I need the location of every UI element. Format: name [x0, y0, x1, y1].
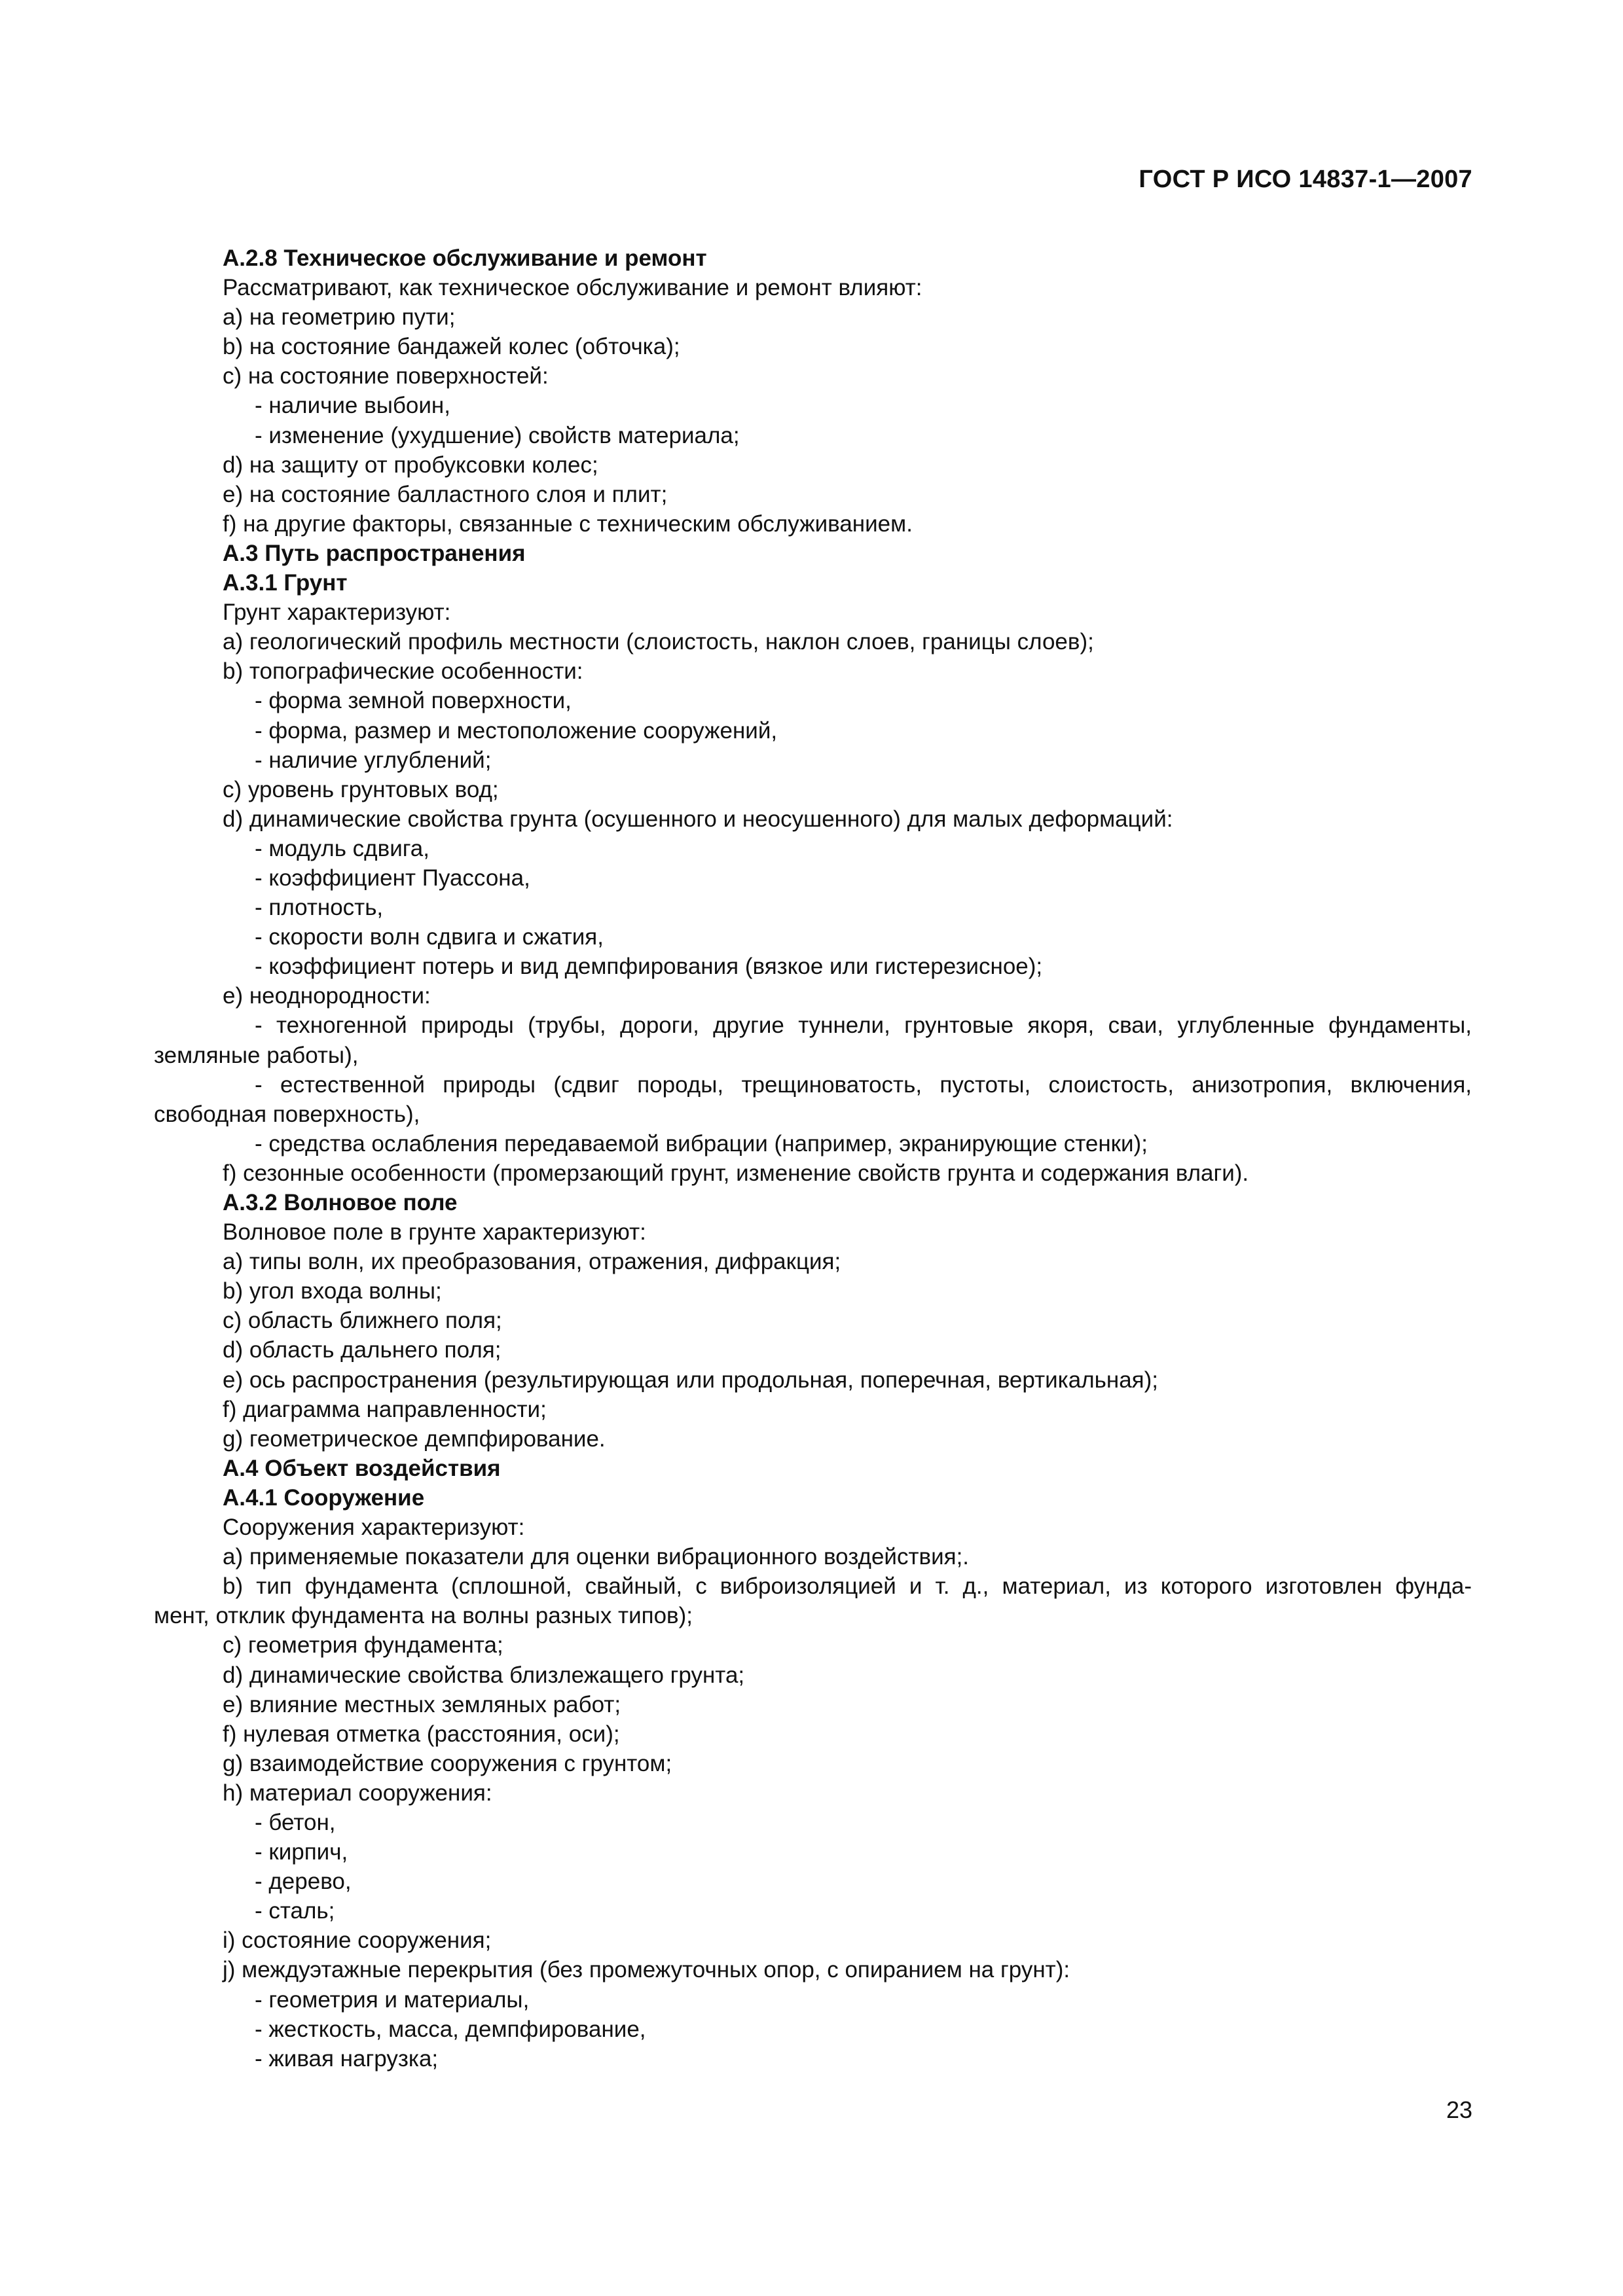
sub-list-item: - живая нагрузка; [255, 2045, 439, 2072]
sub-list-item: - геометрия и материалы, [255, 1986, 530, 2013]
list-item: b) угол входа волны; [223, 1278, 442, 1304]
continuation-line: свободная поверхность), [154, 1101, 420, 1127]
paragraph-line: Волновое поле в грунте характеризуют: [223, 1219, 646, 1246]
list-item: a) типы волн, их преобразования, отражения, дифракция; [223, 1249, 841, 1275]
sub-list-item: - дерево, [255, 1869, 352, 1895]
list-item: b) топографические особенности: [223, 658, 583, 685]
list-item: f) диаграмма направленности; [223, 1396, 547, 1422]
paragraph-line: Рассматривают, как техническое обслуживание и ремонт влияют: [223, 275, 922, 301]
section-heading: А.3.2 Волновое поле [223, 1190, 458, 1215]
sub-list-item: - наличие выбоин, [255, 393, 450, 419]
section-heading: А.2.8 Техническое обслуживание и ремонт [223, 245, 707, 271]
list-item: b) тип фундамента (сплошной, свайный, с виброизоляцией и т. д., материал, из которого изготовлен фунда- [223, 1573, 1472, 1600]
list-item: f) сезонные особенности (промерзающий грунт, изменение свойств грунта и содержания влаги). [223, 1160, 1249, 1186]
sub-list-item: - форма, размер и местоположение сооружений, [255, 717, 778, 744]
list-item: a) применяемые показатели для оценки вибрационного воздействия;. [223, 1544, 970, 1570]
list-item: d) область дальнего поля; [223, 1337, 501, 1363]
list-item: e) на состояние балластного слоя и плит; [223, 481, 668, 507]
list-item: e) неоднородности: [223, 983, 431, 1009]
sub-list-item: - плотность, [255, 895, 384, 921]
sub-list-item: - скорости волн сдвига и сжатия, [255, 924, 604, 950]
list-item: i) состояние сооружения; [223, 1928, 492, 1954]
paragraph-line: Сооружения характеризуют: [223, 1515, 525, 1541]
sub-list-item: - форма земной поверхности, [255, 688, 572, 714]
list-item: a) на геометрию пути; [223, 304, 456, 331]
sub-list-item: - естественной природы (сдвиг породы, трещиноватость, пустоты, слоистость, анизотропия, включения, [255, 1071, 1472, 1098]
list-item: f) нулевая отметка (расстояния, оси); [223, 1721, 620, 1747]
continuation-line: земляные работы), [154, 1042, 359, 1068]
list-item: f) на другие факторы, связанные с техническим обслуживанием. [223, 511, 913, 537]
section-heading: А.4.1 Сооружение [223, 1484, 425, 1511]
list-item: j) междуэтажные перекрытия (без промежуточных опор, с опиранием на грунт): [223, 1957, 1070, 1983]
list-item: d) динамические свойства близлежащего грунта; [223, 1662, 745, 1688]
sub-list-item: - техногенной природы (трубы, дороги, другие туннели, грунтовые якоря, сваи, углубленные фундаменты, [255, 1013, 1472, 1039]
sub-list-item: - жесткость, масса, демпфирование, [255, 2016, 646, 2042]
paragraph-line: Грунт характеризуют: [223, 600, 451, 626]
continuation-line: мент, отклик фундамента на волны разных типов); [154, 1603, 693, 1629]
list-item: g) геометрическое демпфирование. [223, 1426, 606, 1452]
list-item: c) уровень грунтовых вод; [223, 776, 499, 802]
list-item: g) взаимодействие сооружения с грунтом; [223, 1750, 672, 1776]
sub-list-item: - кирпич, [255, 1839, 348, 1865]
sub-list-item: - сталь; [255, 1898, 335, 1924]
section-heading: А.3 Путь распространения [223, 540, 526, 566]
list-item: d) на защиту от пробуксовки колес; [223, 452, 598, 478]
sub-list-item: - средства ослабления передаваемой вибрации (например, экранирующие стенки); [255, 1130, 1148, 1157]
sub-list-item: - модуль сдвига, [255, 835, 429, 861]
list-item: c) на состояние поверхностей: [223, 363, 549, 389]
sub-list-item: - бетон, [255, 1809, 336, 1835]
section-heading: А.4 Объект воздействия [223, 1455, 501, 1481]
document-body [154, 243, 1472, 2073]
sub-list-item: - изменение (ухудшение) свойств материала; [255, 422, 740, 448]
list-item: d) динамические свойства грунта (осушенного и неосушенного) для малых деформаций: [223, 806, 1173, 832]
list-item: c) геометрия фундамента; [223, 1632, 503, 1659]
page-number: 23 [1446, 2096, 1472, 2123]
document-code-header: ГОСТ Р ИСО 14837-1—2007 [1139, 166, 1472, 193]
list-item: e) влияние местных земляных работ; [223, 1691, 621, 1717]
section-heading: А.3.1 Грунт [223, 570, 348, 596]
list-item: a) геологический профиль местности (слоистость, наклон слоев, границы слоев); [223, 629, 1094, 655]
list-item: h) материал сооружения: [223, 1780, 492, 1806]
list-item: e) ось распространения (результирующая или продольная, поперечная, вертикальная); [223, 1367, 1159, 1393]
list-item: b) на состояние бандажей колес (обточка); [223, 334, 680, 360]
sub-list-item: - коэффициент потерь и вид демпфирования (вязкое или гистерезисное); [255, 954, 1043, 980]
sub-list-item: - коэффициент Пуассона, [255, 865, 530, 891]
list-item: c) область ближнего поля; [223, 1308, 502, 1334]
sub-list-item: - наличие углублений; [255, 747, 492, 773]
